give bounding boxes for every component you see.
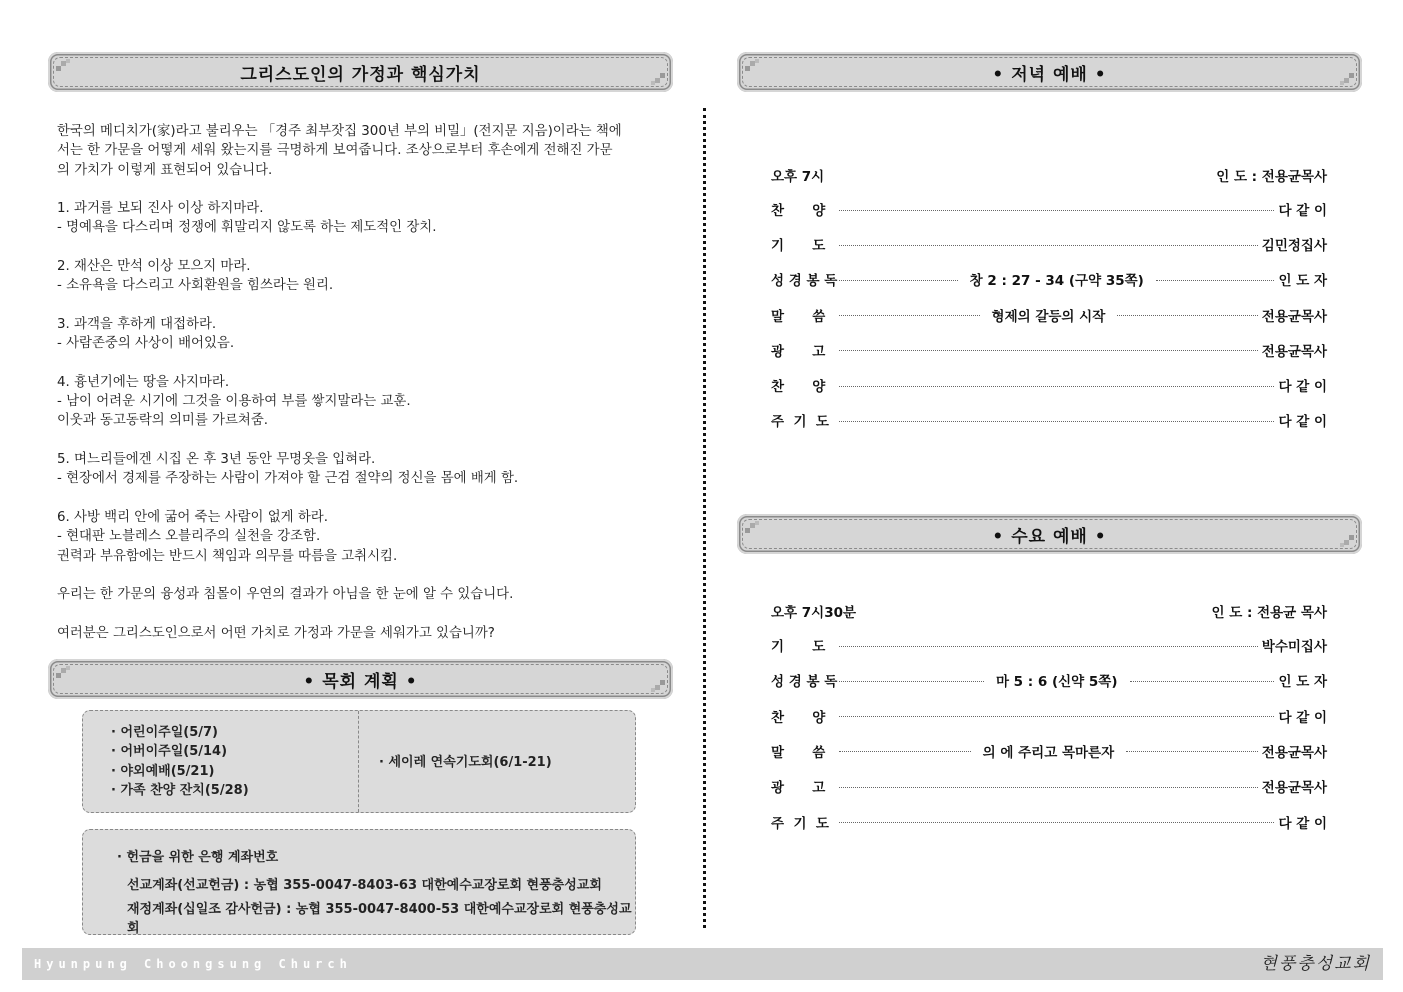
bank-account-line: 재정계좌(십일조 감사헌금) : 농협 355-0047-8400-53 대한예수교장로회 현풍충성교회 [127,902,632,936]
title-bar-wednesday-service [737,514,1362,554]
plan-list-may [111,723,249,800]
order-label: 기 도 [771,639,826,655]
order-label: 말 씀 [771,308,826,325]
order-person: 전용균목사 [1261,343,1327,360]
intro-line: 의 가치가 이렇게 표현되어 있습니다. [57,162,273,178]
order-row [771,340,1327,360]
order-label: 광 고 [771,343,826,360]
order-label: 성 경 봉 독 [771,674,838,691]
order-person: 다 같 이 [1278,379,1327,395]
plan-item: · 가족 찬양 잔치(5/28) [111,782,249,798]
order-row [771,269,1327,289]
order-label: 성 경 봉 독 [771,273,838,290]
value-item-heading: 3. 과객을 후하게 대접하라. [57,316,217,332]
order-person: 다 같 이 [1278,709,1327,726]
order-row [771,741,1327,761]
service-time: 오후 7시30분 [771,605,857,621]
section-title: • 수요 예배 • [992,526,1107,547]
closing-text: 우리는 한 가문의 융성과 침몰이 우연의 결과가 아님을 한 눈에 알 수 있습니다. [57,587,514,603]
service-time: 오후 7시 [771,169,825,185]
order-person: 다 같 이 [1278,414,1327,431]
order-label: 찬 양 [771,379,826,395]
leader-dots [839,822,1274,823]
service-leader: 인 도 : 전용균목사 [1216,169,1327,185]
order-row [771,199,1327,219]
leader-dots [839,280,958,281]
leader-dots [1117,315,1258,316]
value-item-heading: 1. 과거를 보되 진사 이상 하지마라. [57,201,264,217]
order-row [771,706,1327,726]
order-row [771,812,1327,832]
order-row [771,234,1327,254]
leader-dots [839,245,1258,246]
order-label: 찬 양 [771,203,826,219]
order-person: 인 도 자 [1278,674,1327,691]
order-detail: 마 5 : 6 (신약 5쪽) [995,674,1118,691]
leader-dots [1126,751,1258,752]
value-item-heading: 2. 재산은 만석 이상 모으지 마라. [57,259,251,275]
value-item-heading: 5. 며느리들에겐 시집 온 후 3년 동안 무명옷을 입혀라. [57,452,376,468]
section-title: • 목회 계획 • [303,671,418,692]
article-body [57,122,657,643]
order-person: 박수미집사 [1261,639,1327,655]
leader-dots [839,681,984,682]
intro-line: 한국의 메디치가(家)라고 불리우는 「경주 최부잣집 300년 부의 비밀」(전지문 지음)이라는 책에 [57,124,622,139]
leader-dots [1130,681,1275,682]
title-bar-evening-service [737,52,1362,92]
footer-bar [22,948,1383,980]
order-label: 주 기 도 [771,414,829,431]
order-label: 주 기 도 [771,815,829,832]
leader-dots [839,646,1258,647]
order-person: 전용균목사 [1261,744,1327,761]
bank-account-line: 선교계좌(선교헌금) : 농협 355-0047-8403-63 대한예수교장로회 현풍충성교회 [127,878,602,893]
leader-dots [839,315,980,316]
order-row [771,305,1327,325]
order-row [771,410,1327,430]
order-detail: 형제의 갈등의 시작 [991,308,1106,325]
order-detail: 창 2 : 27 - 34 (구약 35쪽) [969,273,1144,290]
order-label: 광 고 [771,780,826,797]
value-item-text: - 현장에서 경제를 주장하는 사람이 가져야 할 근검 절약의 정신을 몸에 배게 함. [57,471,519,487]
leader-dots [1156,280,1275,281]
plan-item: · 야외예배(5/21) [111,763,215,779]
title-bar-ministry-plan [48,659,673,699]
leader-dots [839,421,1274,422]
order-label: 기 도 [771,238,826,255]
closing-question: 여러분은 그리스도인으로서 어떤 가치로 가정과 가문을 세워가고 있습니까? [57,625,495,641]
order-row [771,670,1327,690]
column-divider [703,108,706,928]
footer-church-name-english: Hyunpung Choongsung Church [34,957,352,971]
plan-item: · 어린이주일(5/7) [111,725,218,740]
value-item-text: - 현대판 노블레스 오블리주의 실천을 강조함. [57,529,321,545]
title-bar-family-values [48,52,673,92]
value-item-text: 이웃과 동고동락의 의미를 가르쳐줌. [57,413,269,429]
bank-account-box [82,829,636,935]
order-person: 전용균목사 [1261,780,1327,797]
value-item-text: 권력과 부유함에는 반드시 책임과 의무를 따름을 고취시킴. [57,548,398,564]
value-item-text: - 남이 어려운 시기에 그것을 이용하여 부를 쌓지말라는 교훈. [57,394,411,410]
order-person: 다 같 이 [1278,815,1327,832]
order-detail: 의 에 주리고 목마른자 [982,744,1115,761]
value-item-heading: 4. 흉년기에는 땅을 사지마라. [57,374,230,390]
leader-dots [839,386,1274,387]
leader-dots [839,787,1258,788]
order-person: 김민정집사 [1261,238,1327,255]
plan-divider [358,711,359,812]
leader-dots [839,716,1274,717]
order-row [771,635,1327,655]
order-person: 인 도 자 [1278,273,1328,290]
value-item-text: - 사람존중의 사상이 배어있음. [57,336,235,352]
section-title: 그리스도인의 가정과 핵심가치 [240,64,481,85]
plan-item: · 어버이주일(5/14) [111,744,228,760]
intro-line: 서는 한 가문을 어떻게 세워 왔는지를 극명하게 보여줍니다. 조상으로부터 후손에게 전해진 가문 [57,143,613,159]
order-row [771,375,1327,395]
section-title: • 저녁 예배 • [992,64,1107,85]
bank-title: · 헌금을 위한 은행 계좌번호 [117,850,279,865]
order-person: 다 같 이 [1278,203,1327,219]
value-item-text: - 명예욕을 다스리며 정쟁에 휘말리지 않도록 하는 제도적인 장치. [57,220,437,236]
service-leader: 인 도 : 전용균 목사 [1211,605,1327,621]
leader-dots [839,350,1258,351]
leader-dots [839,210,1274,211]
order-person: 전용균목사 [1261,308,1328,325]
order-label: 찬 양 [771,709,826,726]
order-row [771,776,1327,796]
value-item-heading: 6. 사방 백리 안에 굶어 죽는 사람이 없게 하라. [57,509,328,525]
order-label: 말 씀 [771,744,826,761]
value-item-text: - 소유욕을 다스리고 사회환원을 힘쓰라는 원리. [57,278,334,294]
footer-church-name-korean: 현풍충성교회 [1260,954,1371,974]
leader-dots [839,751,971,752]
plan-item: · 세이레 연속기도회(6/1-21) [379,755,552,770]
ministry-plan-box [82,710,636,813]
